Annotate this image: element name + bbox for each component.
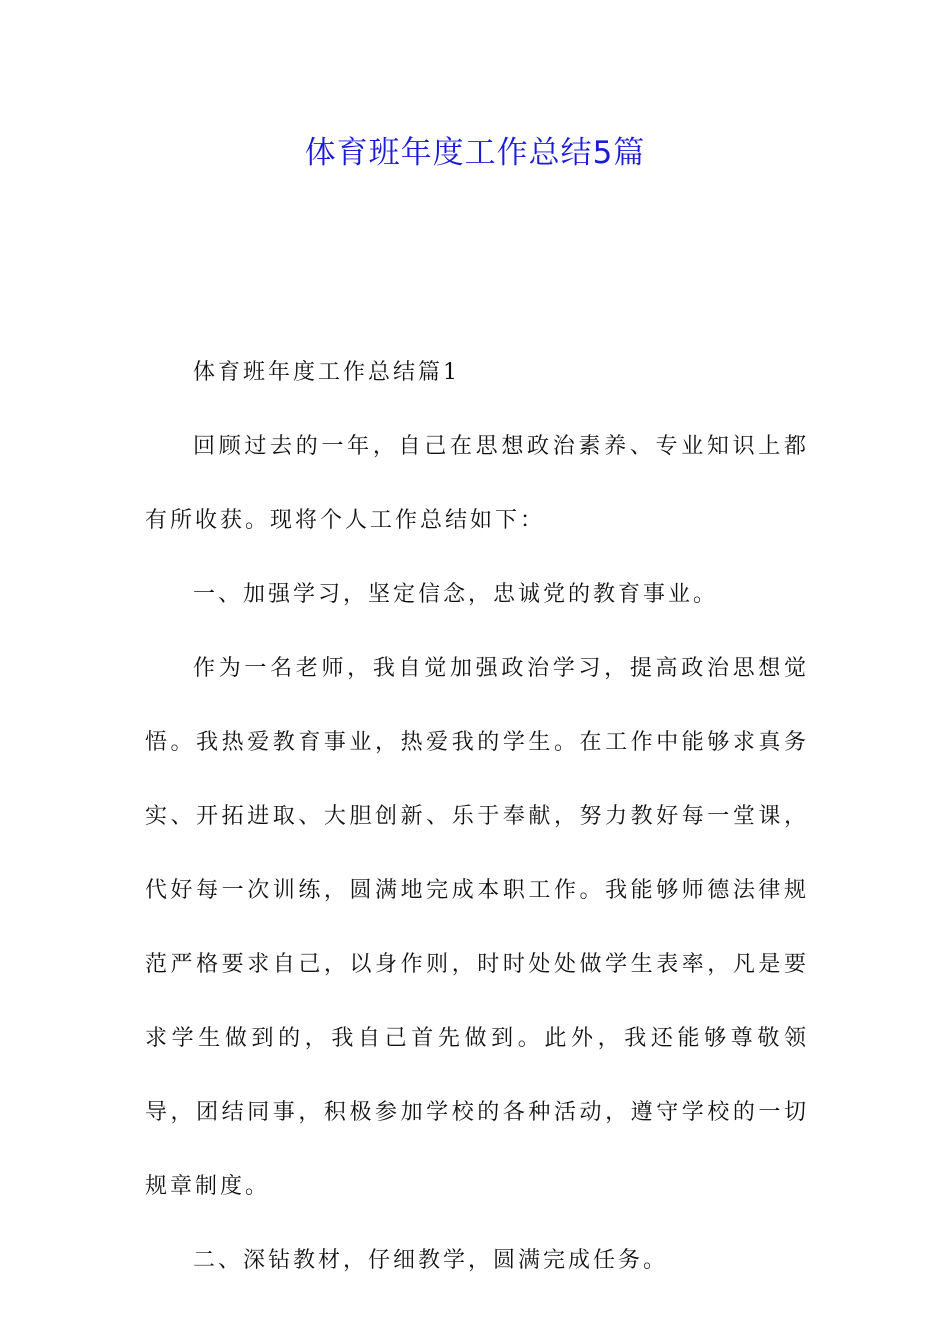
- section-heading: 体育班年度工作总结篇1: [193, 360, 460, 385]
- section-heading-1: 一、加强学习，坚定信念，忠诚党的教育事业。: [193, 582, 719, 607]
- document-title: 体育班年度工作总结5篇: [304, 135, 646, 171]
- document-body: [145, 336, 809, 1298]
- section-heading-2: 二、深钻教材，仔细教学，圆满完成任务。: [193, 1248, 669, 1273]
- paragraph-body: 作为一名老师，我自觉加强政治学习，提高政治思想觉悟。我热爱教育事业，热爱我的学生。在工作中能够求真务实、开拓进取、大胆创新、乐于奉献，努力教好每一堂课，代好每一次训练，圆满地完成本职工作。我能够师德法律规范严格要求自己，以身作则，时时处处做学生表率，凡是要求学生做到的，我自己首先做到。此外，我还能够尊敬领导，团结同事，积极参加学校的各种活动，遵守学校的一切规章制度。: [145, 656, 809, 1199]
- paragraph-intro: 回顾过去的一年，自己在思想政治素养、专业知识上都有所收获。现将个人工作总结如下：: [145, 434, 809, 533]
